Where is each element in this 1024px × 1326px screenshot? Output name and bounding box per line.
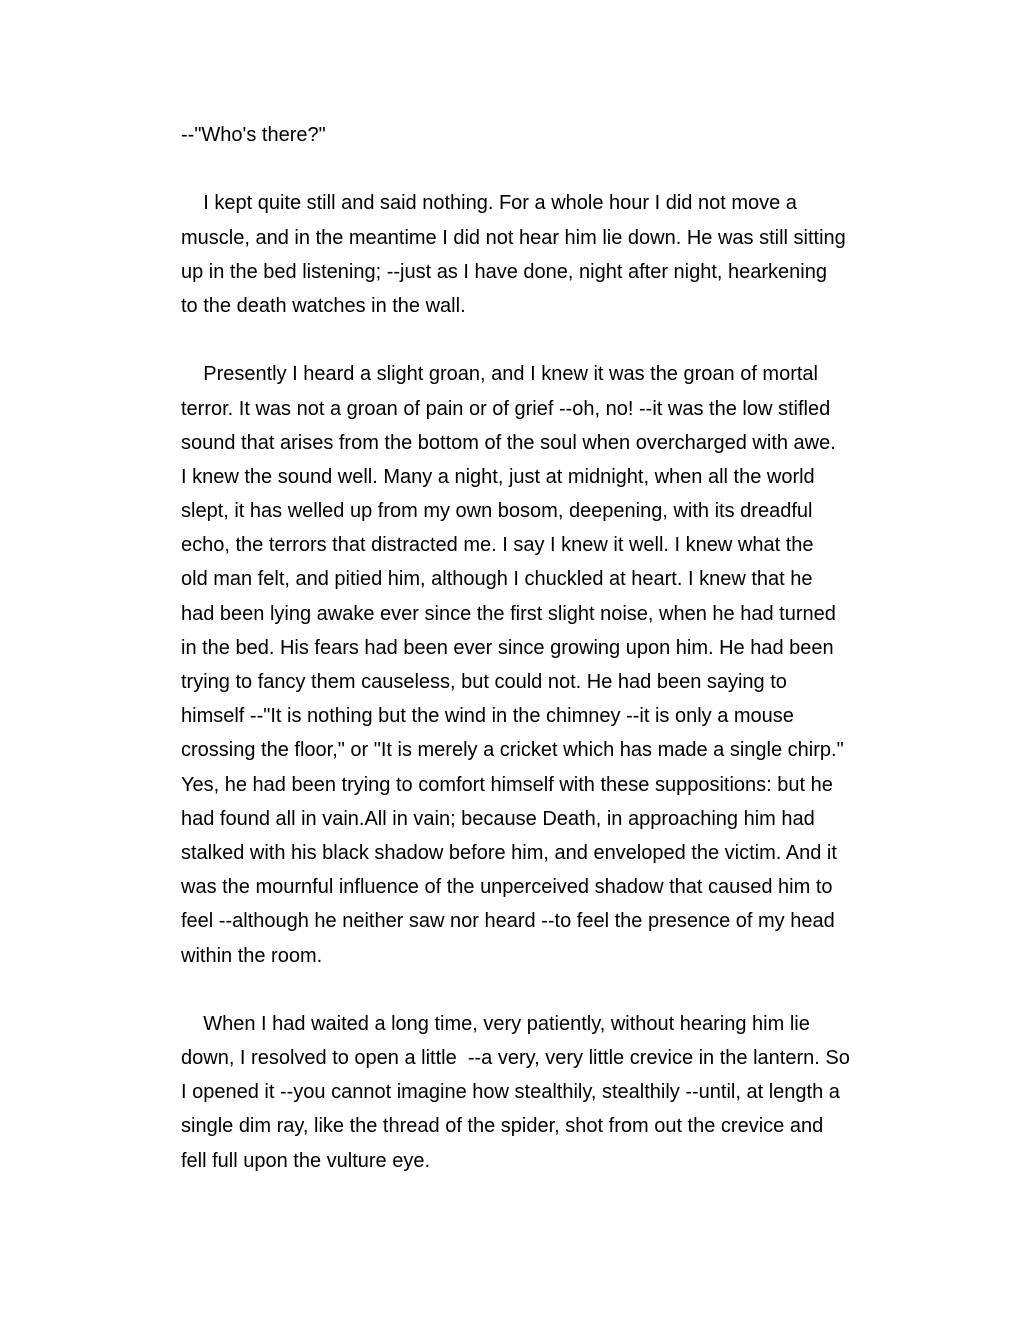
text-line: down, I resolved to open a little --a very, very little crevice in the lantern. So (181, 1047, 850, 1070)
text-line: had found all in vain.All in vain; because Death, in approaching him had (181, 807, 815, 830)
text-line: --"Who's there?" (181, 124, 326, 146)
text-line: old man felt, and pitied him, although I chuckled at heart. I knew that he (181, 568, 813, 591)
text-line: I knew the sound well. Many a night, just at midnight, when all the world (181, 465, 815, 488)
text-line: I opened it --you cannot imagine how stealthily, stealthily --until, at length a (181, 1081, 840, 1104)
text-line: had been lying awake ever since the first slight noise, when he had turned (181, 602, 836, 625)
paragraph (181, 1007, 921, 1178)
text-line: When I had waited a long time, very patiently, without hearing him lie (181, 1012, 810, 1035)
text-line: was the mournful influence of the unperceived shadow that caused him to (181, 876, 833, 899)
text-line: terror. It was not a groan of pain or of grief --oh, no! --it was the low stifled (181, 397, 831, 420)
text-line: single dim ray, like the thread of the spider, shot from out the crevice and (181, 1115, 824, 1138)
text-line: to the death watches in the wall. (181, 294, 466, 317)
text-line: Yes, he had been trying to comfort himself with these suppositions: but he (181, 773, 833, 796)
paragraph-gap (181, 152, 921, 186)
text-line: feel --although he neither saw nor heard --to feel the presence of my head (181, 910, 835, 933)
text-line: within the room. (181, 944, 323, 967)
text-line: muscle, and in the meantime I did not hear him lie down. He was still sitting (181, 226, 846, 249)
text-line: sound that arises from the bottom of the soul when overcharged with awe. (181, 431, 836, 454)
text-line: in the bed. His fears had been ever since growing upon him. He had been (181, 636, 834, 659)
text-line: crossing the floor," or "It is merely a cricket which has made a single chirp." (181, 739, 844, 762)
document-body (181, 118, 921, 1178)
text-line: slept, it has welled up from my own bosom, deepening, with its dreadful (181, 500, 813, 523)
text-line: stalked with his black shadow before him, and enveloped the victim. And it (181, 841, 837, 864)
paragraph-gap (181, 973, 921, 1007)
text-line: echo, the terrors that distracted me. I say I knew it well. I knew what the (181, 534, 814, 557)
paragraph-gap (181, 323, 921, 357)
text-line: fell full upon the vulture eye. (181, 1149, 431, 1172)
text-line: trying to fancy them causeless, but could not. He had been saying to (181, 671, 787, 693)
text-line: up in the bed listening; --just as I have done, night after night, hearkening (181, 260, 827, 283)
paragraph (181, 357, 921, 972)
paragraph (181, 118, 921, 152)
text-line: I kept quite still and said nothing. For a whole hour I did not move a (181, 192, 797, 215)
paragraph (181, 186, 921, 323)
text-line: himself --"It is nothing but the wind in the chimney --it is only a mouse (181, 705, 794, 728)
text-line: Presently I heard a slight groan, and I knew it was the groan of mortal (181, 363, 819, 386)
